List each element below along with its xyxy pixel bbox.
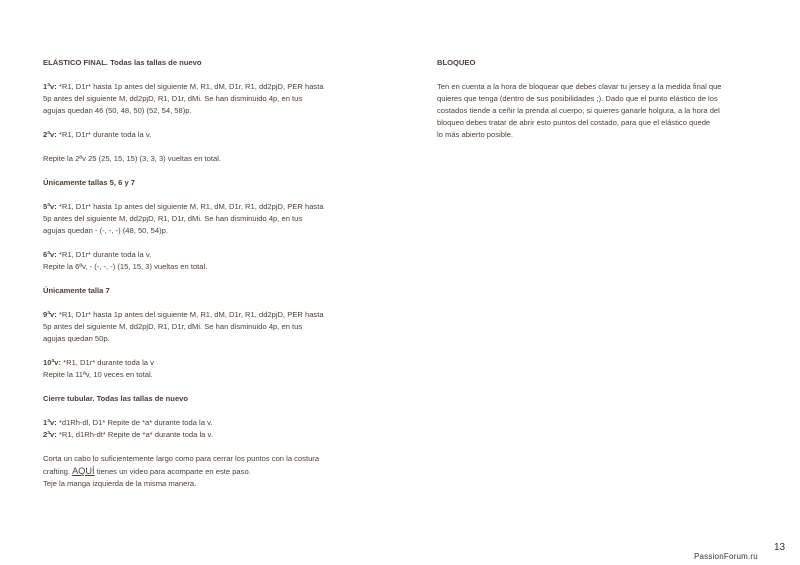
row5-line3: agujas quedan - (-, -, -) (48, 50, 54)p. [43,226,168,235]
blocking-line2: quieres que tenga (dentro de sus posibilidades ;). Dado que el punto elástico de los [437,94,718,103]
final-line1: Corta un cabo lo suficientemente largo como para cerrar los puntos con la costura [43,454,320,463]
row1-line3: agujas quedan 46 (50, 48, 50) (52, 54, 58)p. [43,106,192,115]
row9-instruction [43,309,373,321]
row1-instruction [43,81,373,93]
tub2-label: 2ªv: [43,430,57,439]
row2-label: 2ªv: [43,130,57,139]
tubular-bindoff-heading: Cierre tubular. Todas las tallas de nuevo [43,394,189,403]
final-line2 [43,465,373,478]
row1-line2: 5p antes del siguiente M, dd2pjD, R1, D1r, dMi. Se han disminuido 4p, en tus [43,94,303,103]
row2-instruction [43,129,373,141]
row5-instruction [43,201,373,213]
page-number: 13 [774,542,786,553]
row2-text: *R1, D1r* durante toda la v. [56,130,152,139]
final-elastic-heading: ELÁSTICO FINAL. Todas las tallas de nuevo [43,58,202,67]
tub1-label: 1ªv: [43,418,57,427]
row6-text: *R1, D1r* durante toda la v. [56,250,152,259]
watermark: PassionForum.ru [694,552,758,561]
row1-text: *R1, D1r* hasta 1p antes del siguiente M, R1, dM, D1r, R1, dd2pjD, PER hasta [56,82,324,91]
row5-text: *R1, D1r* hasta 1p antes del siguiente M, R1, dM, D1r, R1, dd2pjD, PER hasta [56,202,324,211]
video-link[interactable]: AQUÍ [72,466,95,476]
size-7-heading: Únicamente talla 7 [43,286,110,295]
blocking-line4: bloqueo debes tratar de abrir esto puntos del costado, para que el elástico quede [437,118,711,127]
tub2-text: *R1, d1Rh-dt* Repite de *a* durante toda la v. [56,430,213,439]
row1-label: 1ªv: [43,82,57,91]
right-column [437,57,767,141]
row10-instruction [43,357,373,369]
row5-line2: 5p antes del siguiente M, dd2pjD, R1, D1r, dMi. Se han disminuido 4p, en tus [43,214,303,223]
tubular-row1 [43,417,373,429]
row6-instruction [43,249,373,261]
row10-label: 10ªv: [43,358,62,367]
final-line2-pre: crafting. [43,467,73,476]
row9-label: 9ªv: [43,310,57,319]
repeat-instruction: Repite la 2ªv 25 (25, 15, 15) (3, 3, 3) vueltas en total. [43,154,221,163]
row9-line3: agujas quedan 50p. [43,334,110,343]
tubular-row2 [43,429,373,441]
row9-text: *R1, D1r* hasta 1p antes del siguiente M, R1, dM, D1r, R1, dd2pjD, PER hasta [56,310,324,319]
blocking-line1: Ten en cuenta a la hora de bloquear que debes clavar tu jersey a la medida final que [437,82,722,91]
blocking-line5: lo más abierto posible. [437,130,513,139]
sizes-567-heading: Únicamente tallas 5, 6 y 7 [43,178,136,187]
row6-label: 6ªv: [43,250,57,259]
final-line3: Teje la manga izquierda de la misma manera. [43,479,197,488]
tub1-text: *d1Rh-dl, D1* Repite de *a* durante toda la v. [56,418,213,427]
row10-text: *R1, D1r* durante toda la v [61,358,154,367]
blocking-line3: costados tiende a ceñir la prenda al cuerpo, si quieres ganarle holgura, a la hora del [437,106,720,115]
row5-label: 5ªv: [43,202,57,211]
final-line2-post: tienes un video para acomparte en este paso. [94,467,251,476]
row9-line2: 5p antes del siguiente M, dd2pjD, R1, D1r, dMi. Se han disminuido 4p, en tus [43,322,303,331]
left-column [43,57,373,490]
row6-line2: Repite la 6ªv, - (-, -, -) (15, 15, 3) vueltas en total. [43,262,208,271]
row10-line2: Repite la 11ªv, 10 veces en total. [43,370,153,379]
blocking-heading: BLOQUEO [437,58,476,67]
